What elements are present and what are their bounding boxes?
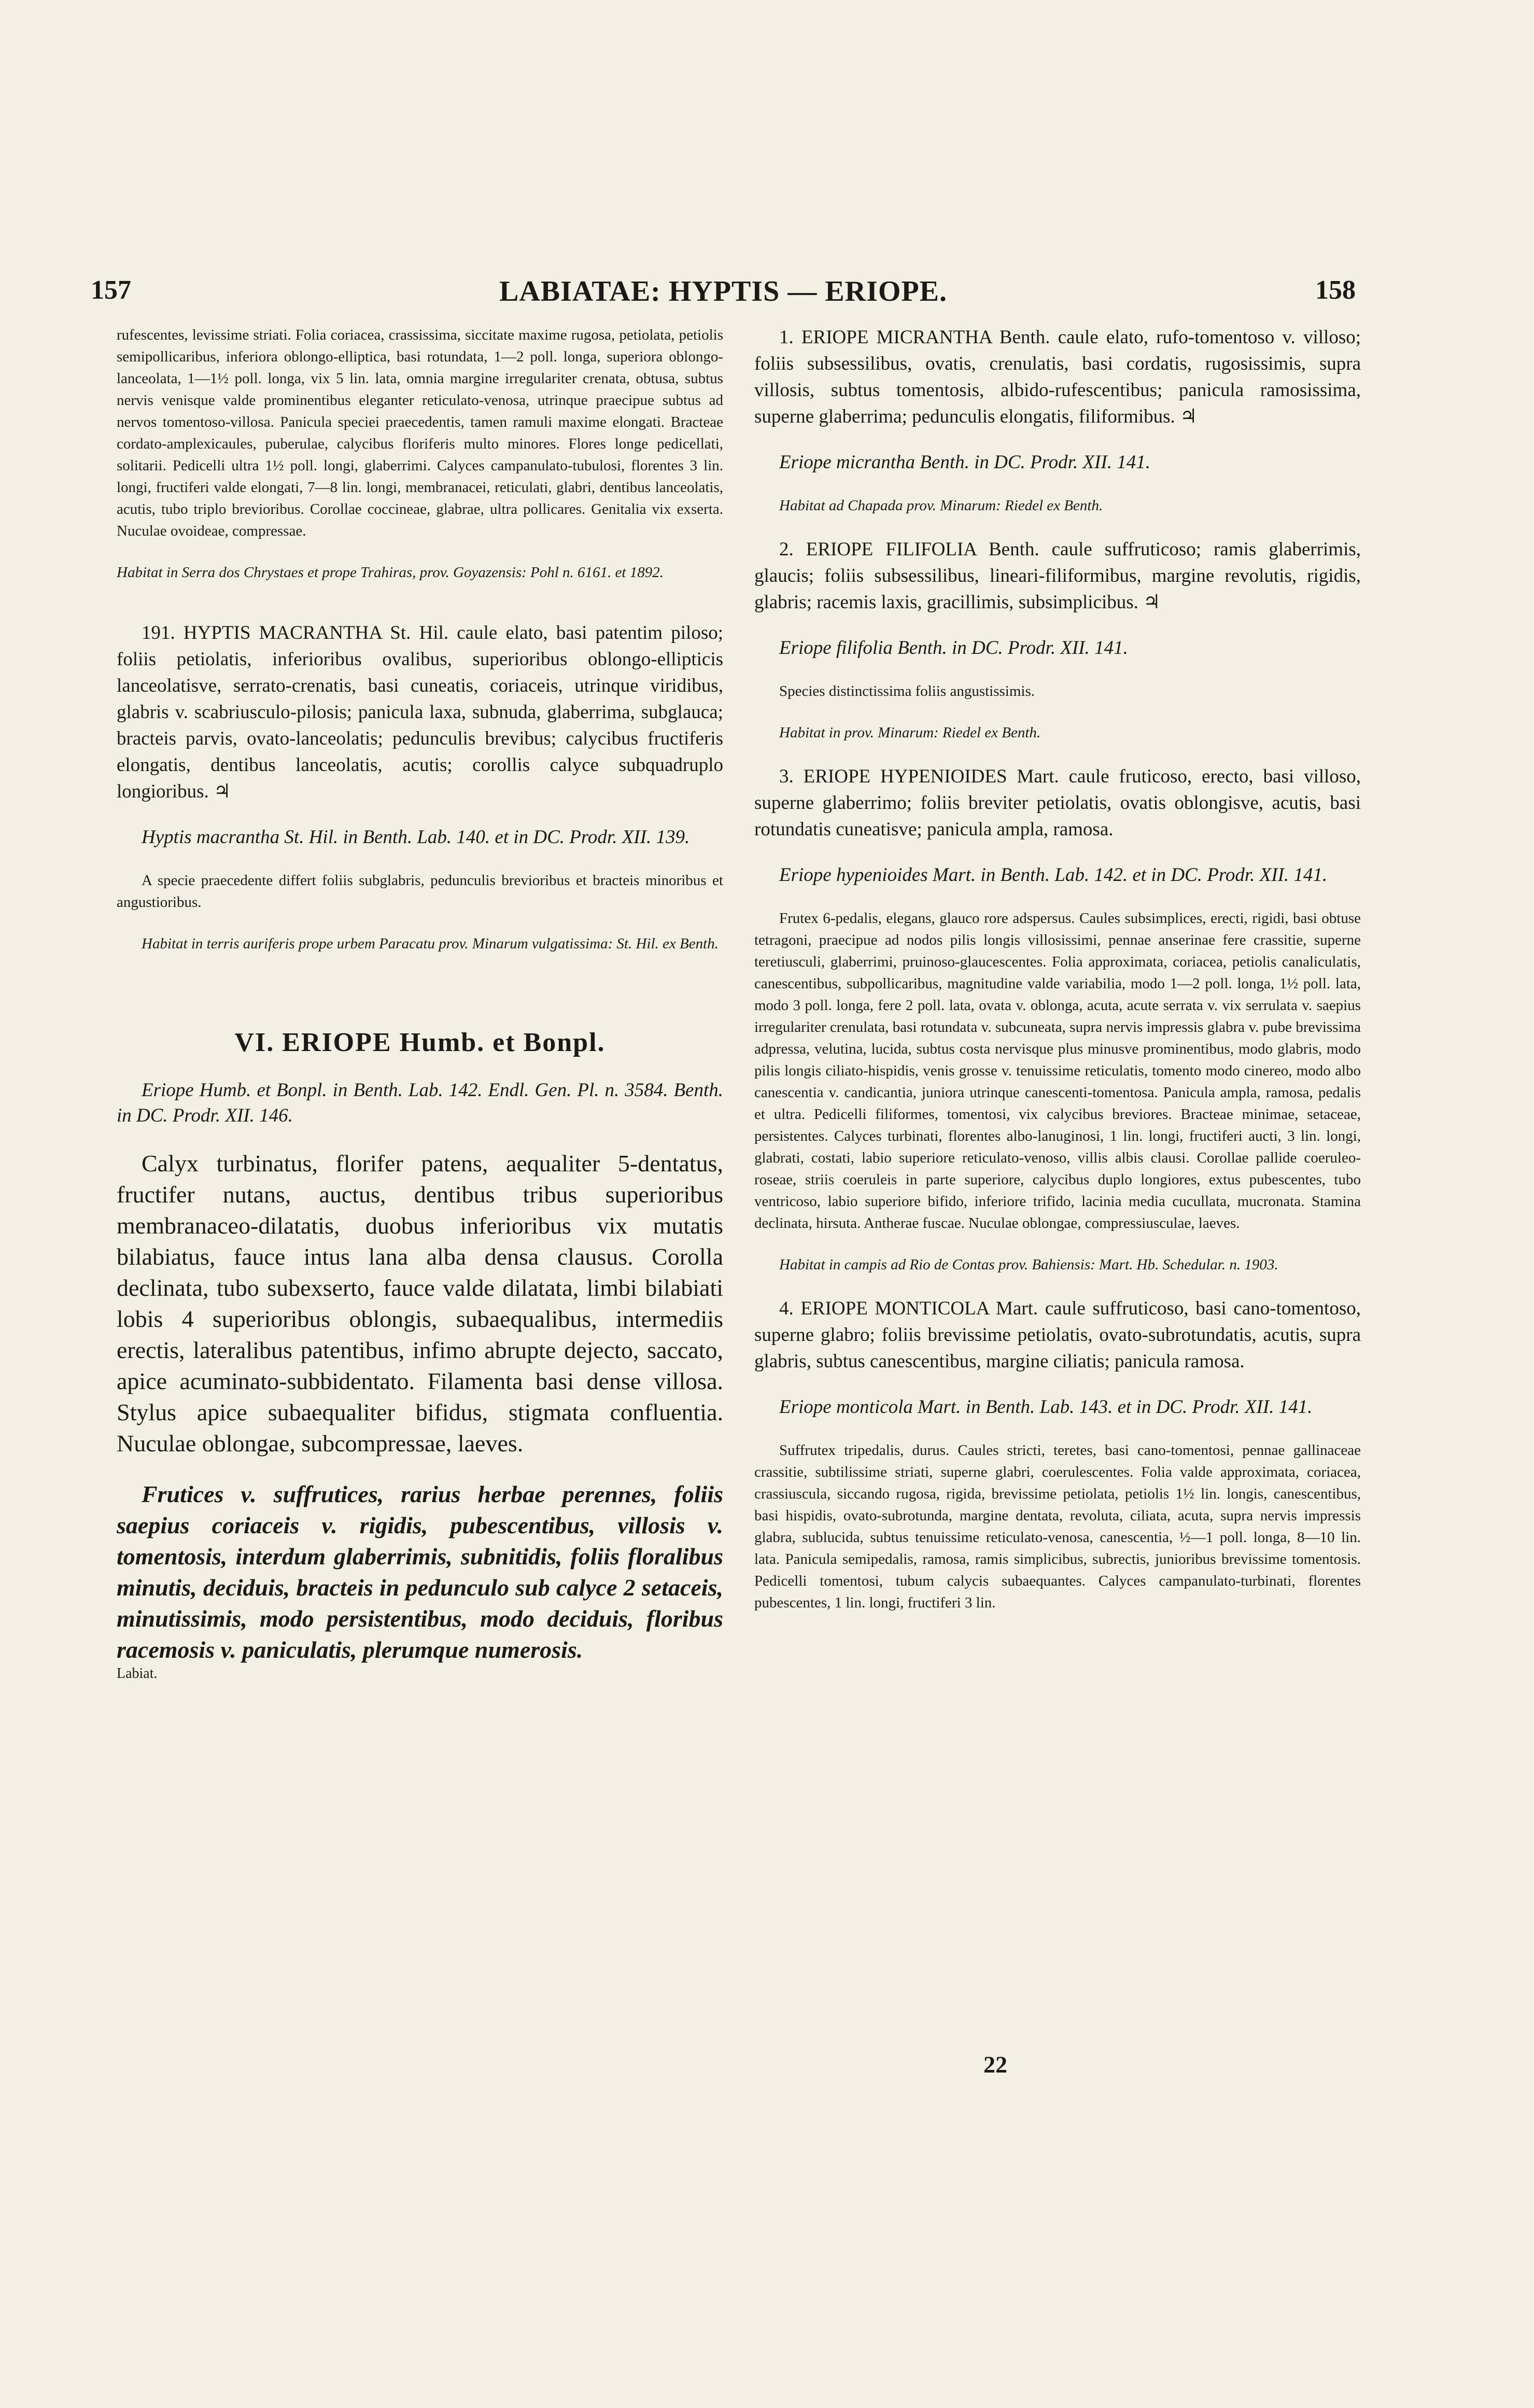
species-3-diagnosis: 3. ERIOPE HYPENIOIDES Mart. caule fruticoso, erecto, basi villoso, superne glaberrimo; foliis breviter petiolatis, ovatis oblongisve, acutis, basi rotundatis cuneatisve; panicula ampla, ramosa. bbox=[754, 766, 1361, 840]
species-2-note: Species distinctissima foliis angustissimis. bbox=[779, 683, 1035, 699]
species-191-habitat: Habitat in terris auriferis prope urbem Paracatu prov. Minarum vulgatissima: St. Hil. ex Benth. bbox=[142, 935, 719, 952]
genus-title: VI. ERIOPE Humb. et Bonpl. bbox=[234, 1028, 606, 1057]
habitat-text: Habitat in Serra dos Chrystaes et prope Trahiras, prov. Goyazensis: Pohl n. 6161. et 1892. bbox=[117, 564, 664, 581]
species-2-habitat: Habitat in prov. Minarum: Riedel ex Benth. bbox=[779, 724, 1041, 741]
species-191-reference: Hyptis macrantha St. Hil. in Benth. Lab. 140. et in DC. Prodr. XII. 139. bbox=[142, 827, 690, 848]
species-1-diagnosis: 1. ERIOPE MICRANTHA Benth. caule elato, rufo-tomentoso v. villoso; foliis subsessilibus, ovatis, crenulatis, basi cordatis, rugosissimis, supra villosis, subtus tomentosis, albido-rufescentibus; panicula ramosissima, superne glaberrima; pedunculis elongatis, filiformibus. ♃ bbox=[754, 327, 1361, 427]
species-3-reference: Eriope hypenioides Mart. in Benth. Lab. 142. et in DC. Prodr. XII. 141. bbox=[779, 864, 1328, 886]
species-191-diagnosis: 191. HYPTIS MACRANTHA St. Hil. caule elato, basi patentim piloso; foliis petiolatis, inferioribus ovalibus, superioribus oblongo-ellipticis lanceolatisve, serrato-crenatis, basi cuneatis, coriaceis, utrinque viridibus, glabris v. scabriusculo-pilosis; panicula laxa, subnuda, glaberrima, subglauca; bracteis parvis, ovato-lanceolatis; pedunculis brevibus; calycibus fructiferis elongatis, dentibus lanceolatis, acutis; corollis calyce subquadruplo longioribus. ♃ bbox=[117, 622, 723, 802]
species-2-diagnosis: 2. ERIOPE FILIFOLIA Benth. caule suffruticoso; ramis glaberrimis, glaucis; foliis subsessilibus, lineari-filiformibus, margine revolutis, rigidis, glabris; racemis laxis, gracillimis, subsimplicibus. ♃ bbox=[754, 539, 1361, 613]
species-1-habitat: Habitat ad Chapada prov. Minarum: Riedel ex Benth. bbox=[779, 497, 1103, 514]
species-191-note: A specie praecedente differt foliis subglabris, pedunculis brevioribus et bracteis minoribus et angustioribus. bbox=[117, 872, 723, 911]
running-header bbox=[91, 275, 1356, 321]
species-4-description: Suffrutex tripedalis, durus. Caules stricti, teretes, basi cano-tomentosi, pennae gallinaceae crassitie, subtilissime striati, superne glabri, coerulescentes. Folia valde approximata, coriacea, crassiuscula, siccando rugosa, rigida, brevissime petiolata, petiolis 1½ lin. longis, canescentibus, basi hispidis, ovato-subrotunda, margine dentata, revoluta, ciliata, acuta, supra nervis impressis glabra, sublucida, subtus tenuissime reticulato-venosa, canescentia, ½—1 poll. longa, 8—10 lin. lata. Panicula semipedalis, ramosa, ramis simplicibus, subrectis, junioribus brevissime tomentosis. Pedicelli tomentosi, tubum calycis subaequantes. Calyces campanulato-turbinati, florentes pubescentes, 1 lin. longi, fructiferi 3 lin. bbox=[754, 1442, 1361, 1611]
genus-reference: Eriope Humb. et Bonpl. in Benth. Lab. 142. Endl. Gen. Pl. n. 3584. Benth. in DC. Prodr. XII. 146. bbox=[117, 1080, 723, 1126]
right-column bbox=[754, 324, 1361, 2087]
species-3-habitat: Habitat in campis ad Rio de Contas prov. Bahiensis: Mart. Hb. Schedular. n. 1903. bbox=[779, 1256, 1278, 1273]
genus-description: Calyx turbinatus, florifer patens, aequaliter 5-dentatus, fructifer nutans, auctus, dentibus tribus superioribus membranaceo-dilatatis, duobus inferioribus vix mutatis bilabiatus, fauce intus lana alba densa clausus. Corolla declinata, tubo subexserto, fauce valde dilatata, limbi bilabiati lobis 4 superioribus oblongis, subaequalibus, intermediis erectis, lateralibus patentibus, infimo abrupte dejecto, saccato, apice acuminato-subbidentato. Filamenta basi dense villosa. Stylus apice subaequaliter bifidus, stigmata confluentia. Nuculae oblongae, subcompressae, laeves. bbox=[117, 1150, 723, 1457]
species-4-reference: Eriope monticola Mart. in Benth. Lab. 143. et in DC. Prodr. XII. 141. bbox=[779, 1396, 1313, 1418]
species-2-reference: Eriope filifolia Benth. in DC. Prodr. XII. 141. bbox=[779, 637, 1128, 659]
page-number-right: 158 bbox=[1315, 275, 1356, 305]
sheet-number: 22 bbox=[983, 2051, 1007, 2078]
page-number-left: 157 bbox=[91, 275, 131, 305]
species-1-reference: Eriope micrantha Benth. in DC. Prodr. XII. 141. bbox=[779, 452, 1150, 473]
genus-character: Frutices v. suffrutices, rarius herbae perennes, foliis saepius coriaceis v. rigidis, pubescentibus, villosis v. tomentosis, interdum glaberrimis, subnitidis, foliis floralibus minutis, deciduis, bracteis in pedunculo sub calyce 2 setaceis, minutissimis, modo persistentibus, modo deciduis, floribus racemosis v. paniculatis, plerumque numerosis. bbox=[117, 1481, 723, 1663]
description-continued: rufescentes, levissime striati. Folia coriacea, crassissima, siccitate maxime rugosa, petiolata, petiolis semipollicaribus, inferiora oblongo-elliptica, basi rotundata, 1—2 poll. longa, superiora oblongo-lanceolata, 1—1½ poll. longa, vix 5 lin. lata, omnia margine irregulariter crenata, obtusa, subtus nervis venisque valde prominentibus eleganter reticulato-venosa, utrinque praecipue subtus ad nervos tomentoso-villosa. Panicula speciei praecedentis, tamen ramuli maxime elongati. Bracteae cordato-amplexicaules, puberulae, calycibus floriferis multo minores. Flores longe pedicellati, solitarii. Pedicelli ultra 1½ poll. longi, glaberrimi. Calyces campanulato-tubulosi, florentes 3 lin. longi, fructiferi valde elongati, 7—8 lin. longi, membranacei, reticulati, glabri, dentibus lanceolatis, acutis, tubo triplo brevioribus. Corollae coccineae, glabrae, ultra pollicares. Genitalia vix exserta. Nuculae ovoideae, compressae. bbox=[117, 327, 723, 539]
left-column bbox=[117, 324, 723, 2087]
signature-mark: Labiat. bbox=[117, 1665, 158, 1682]
species-4-diagnosis: 4. ERIOPE MONTICOLA Mart. caule suffruticoso, basi cano-tomentoso, superne glabro; foliis brevissime petiolatis, ovato-subrotundatis, acutis, supra glabris, subtus canescentibus, margine ciliatis; panicula ramosa. bbox=[754, 1298, 1361, 1372]
running-title: LABIATAE: HYPTIS — ERIOPE. bbox=[499, 275, 948, 307]
species-3-description: Frutex 6-pedalis, elegans, glauco rore adspersus. Caules subsimplices, erecti, rigidi, basi obtuse tetragoni, praecipue ad nodos pilis longis villosissimi, pennae anserinae fere crassitie, superne teretiusculi, glaberrimi, pruinoso-glaucescentes. Folia approximata, coriacea, petiolis canaliculatis, canescentibus, subpollicaribus, magnitudine valde variabilia, modo 1—2 poll. longa, 1½ poll. lata, modo 3 poll. longa, fere 2 poll. lata, ovata v. oblonga, acuta, acute serrata v. vix serrulata v. saepius irregulariter crenulata, basi rotundata v. subcuneata, supra nervis impressis glabra v. pube brevissima adpressa, velutina, lucida, subtus costa nervisque plus minusve prominentibus, modo glabris, modo pilis longis ciliato-hispidis, venis grosse v. tenuissime reticulatis, tomento modo cinereo, modo albo canescentia v. candicantia, juniora utrinque canescenti-tomentosa. Panicula ampla, ramosa, pedalis et ultra. Pedicelli filiformes, tomentosi, vix calycibus breviores. Bracteae minimae, setaceae, persistentes. Calyces turbinati, florentes albo-lanuginosi, 1 lin. longi, fructiferi aucti, 3 lin. longi, glabrati, costati, labio superiore reticulato-venoso, villis albis clausi. Corollae pallide coeruleo-roseae, striis coeruleis in parte superiore, calycibus duplo longiores, extus pubescentes, tubo ventricoso, labio superiore bifido, inferiore trifido, lacinia media cucullata, mucronata. Stamina declinata, hirsuta. Antherae fuscae. Nuculae oblongae, compressiusculae, laeves. bbox=[754, 910, 1361, 1231]
